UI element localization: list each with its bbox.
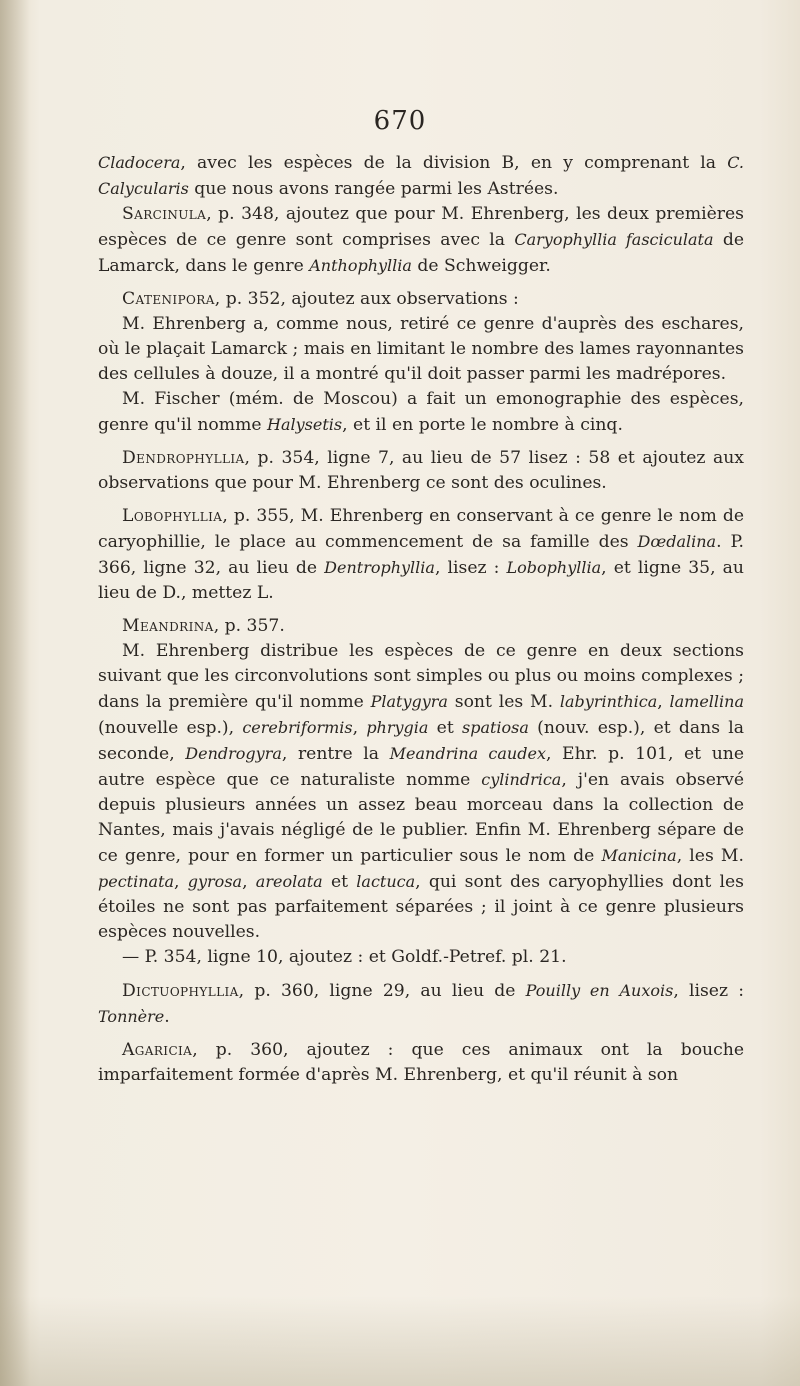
italic-term: Halysetis	[267, 415, 343, 434]
text-run: sont les M.	[447, 692, 560, 712]
paragraph-lobophyllia	[98, 504, 744, 606]
text-run: , p. 357.	[213, 616, 285, 636]
text-run: ,	[174, 872, 188, 892]
text-run: , j'en avais observé depuis plusieurs années un assez beau morceau dans la collection de Nantes, mais j'avais négligé de le publier. Enfin M. Ehrenberg sépare de ce genre, pour en former un particulier sous le nom de	[98, 770, 744, 866]
text-run: ,	[657, 692, 670, 712]
italic-term: Dentrophyllia	[324, 558, 435, 577]
text-run: M. Ehrenberg a, comme nous, retiré ce genre d'auprès des eschares, où le plaçait Lamarck ; mais en limitant le nombre des lames rayonnantes des cellules à douze, il a montré qu'il doit passer parmi les madrépores.	[98, 314, 744, 384]
text-run: , les M.	[676, 846, 744, 866]
text-run: , p. 352, ajoutez aux observations :	[214, 289, 519, 309]
italic-term: cylindrica	[481, 770, 562, 789]
page-number: 670	[373, 106, 427, 136]
paragraph-catenipora-note-2	[98, 387, 744, 438]
text-run: de Lamarck, dans le genre	[98, 230, 744, 276]
paragraph-catenipora	[98, 287, 744, 312]
text-run: , p. 348, ajoutez que pour M. Ehrenberg, les deux premières espèces de ce genre sont comprises avec la	[98, 204, 744, 250]
paragraph-petref-note	[98, 945, 744, 970]
genus-heading: Agaricia	[122, 1040, 193, 1060]
italic-term: C. Calycularis	[98, 153, 744, 198]
text-run: ,	[352, 718, 367, 738]
page-bottom-stain	[0, 1296, 800, 1386]
italic-term: Pouilly en Auxois	[525, 981, 674, 1000]
page-body	[98, 150, 744, 1088]
text-run: — P. 354, ligne 10, ajoutez : et Goldf.-Petref. pl. 21.	[122, 947, 567, 967]
genus-heading: Meandrina	[122, 616, 214, 636]
genus-heading: Sarcinula	[122, 204, 207, 224]
text-run: , rentre la	[281, 744, 390, 764]
italic-term: lactuca	[356, 872, 416, 891]
genus-heading: Lobophyllia	[122, 506, 223, 526]
italic-term: lamellina	[669, 692, 744, 711]
italic-term: Anthophyllia	[309, 256, 412, 275]
text-run: ,	[242, 872, 256, 892]
text-run: , lisez :	[434, 558, 507, 578]
italic-term: pectinata	[98, 872, 175, 891]
italic-term: Meandrina caudex	[389, 744, 546, 763]
italic-term: Tonnère	[98, 1007, 165, 1026]
italic-term: Cladocera	[98, 153, 181, 172]
genus-heading: Dendrophyllia	[122, 448, 245, 468]
italic-term: phrygia	[366, 718, 429, 737]
italic-term: labyrinthica	[559, 692, 658, 711]
paragraph-catenipora-note-1	[98, 312, 744, 387]
text-run: que nous avons rangée parmi les Astrées.	[188, 179, 559, 199]
text-run: , et il en porte le nombre à cinq.	[342, 415, 623, 435]
genus-heading: Dictuophyllia	[122, 981, 239, 1001]
text-run: et	[322, 872, 357, 892]
text-run: de Schweigger.	[411, 256, 551, 276]
text-run: (nouv. esp.), et dans la seconde,	[98, 718, 744, 764]
text-run: , p. 354, ligne 7, au lieu de 57 lisez : 58 et ajoutez aux observations que pour M. Ehrenberg ce sont des oculines.	[98, 448, 744, 493]
italic-term: areolata	[255, 872, 323, 891]
italic-term: Dœdalina	[637, 532, 717, 551]
italic-term: Dendrogyra	[185, 744, 282, 763]
text-run: et	[428, 718, 462, 738]
italic-term: gyrosa	[187, 872, 243, 891]
italic-term: spatiosa	[462, 718, 529, 737]
text-run: (nouvelle esp.),	[98, 718, 243, 738]
italic-term: Manicina	[601, 846, 677, 865]
italic-term: Caryophyllia fasciculata	[514, 230, 714, 249]
text-run: . P. 366, ligne 32, au lieu de	[98, 532, 744, 578]
paragraph-dendrophyllia	[98, 446, 744, 496]
text-run: , et ligne 35, au lieu de D., mettez L.	[98, 558, 744, 603]
italic-term: cerebriformis	[242, 718, 353, 737]
italic-term: Lobophyllia	[506, 558, 602, 577]
paragraph-dictuophyllia	[98, 978, 744, 1030]
text-run: , avec les espèces de la division B, en y comprenant la	[180, 153, 728, 173]
text-run: , lisez :	[673, 981, 745, 1001]
text-run: , p. 355, M. Ehrenberg en conservant à ce genre le nom de caryophillie, le place au commencement de sa famille des	[98, 506, 744, 552]
text-run: M. Ehrenberg distribue les espèces de ce genre en deux sections suivant que les circonvolutions sont simples ou plus ou moins complexes ; dans la première qu'il nomme	[98, 641, 744, 712]
page-edge-shadow	[0, 0, 30, 1386]
paragraph-sarcinula	[98, 202, 744, 279]
genus-heading: Catenipora	[122, 289, 215, 309]
text-run: M. Fischer (mém. de Moscou) a fait un emonographie des espèces, genre qu'il nomme	[98, 389, 744, 435]
paragraph-cladocera	[98, 150, 744, 202]
text-run: , p. 360, ajoutez : que ces animaux ont la bouche imparfaitement formée d'après M. Ehrenberg, et qu'il réunit à son	[98, 1040, 744, 1085]
text-run: .	[164, 1007, 170, 1027]
text-run: , Ehr. p. 101, et une autre espèce que ce naturaliste nomme	[98, 744, 745, 790]
italic-term: Platygyra	[370, 692, 448, 711]
text-run: , p. 360, ligne 29, au lieu de	[238, 981, 526, 1001]
paragraph-meandrina	[98, 639, 744, 945]
text-run: , qui sont des caryophyllies dont les étoiles ne sont pas parfaitement séparées ; il joint à ce genre plusieurs espèces nouvelles.	[98, 872, 744, 942]
paragraph-meandrina-heading	[98, 614, 744, 639]
paragraph-agaricia	[98, 1038, 744, 1088]
